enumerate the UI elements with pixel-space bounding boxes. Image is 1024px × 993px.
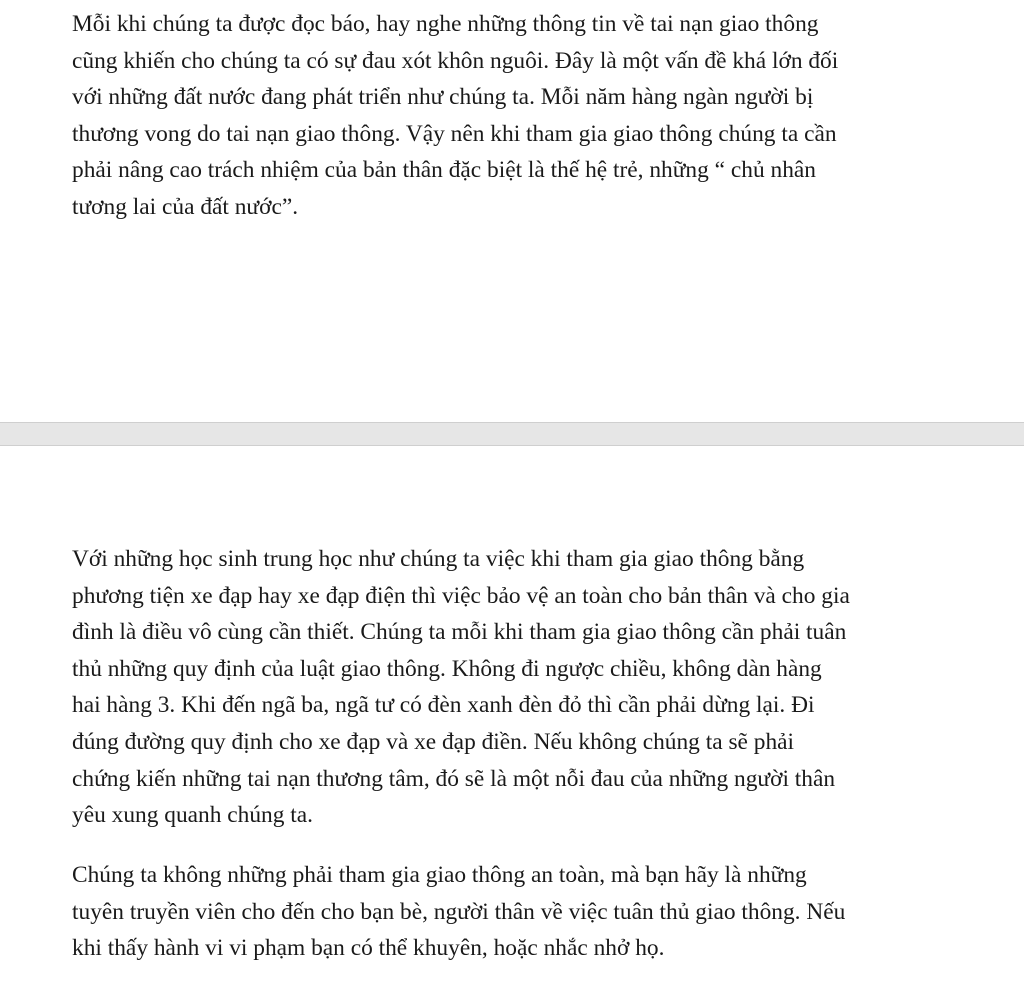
text-line: yêu xung quanh chúng ta.: [72, 802, 313, 829]
text-line: Chúng ta không những phải tham gia giao thông an toàn, mà bạn hãy là những: [72, 862, 807, 888]
text-line: phương tiện xe đạp hay xe đạp điện thì việc bảo vệ an toàn cho bản thân và cho gia: [72, 582, 850, 609]
text-line: hai hàng 3. Khi đến ngã ba, ngã tư có đèn xanh đèn đỏ thì cần phải dừng lại. Đi: [72, 692, 815, 719]
paragraph: [72, 541, 952, 834]
text-line: cũng khiến cho chúng ta có sự đau xót khôn nguôi. Đây là một vấn đề khá lớn đối: [72, 47, 839, 74]
text-line: đúng đường quy định cho xe đạp và xe đạp điền. Nếu không chúng ta sẽ phải: [72, 728, 795, 755]
page-separator: [0, 422, 1024, 446]
text-line: chứng kiến những tai nạn thương tâm, đó sẽ là một nỗi đau của những người thân: [72, 765, 836, 792]
text-line: tương lai của đất nước”.: [72, 193, 299, 220]
text-line: thủ những quy định của luật giao thông. Không đi ngược chiều, không dàn hàng: [72, 655, 822, 682]
text-line: thương vong do tai nạn giao thông. Vậy nên khi tham gia giao thông chúng ta cần: [72, 120, 837, 147]
text-line: đình là điều vô cùng cần thiết. Chúng ta mỗi khi tham gia giao thông cần phải tuân: [72, 619, 847, 646]
text-line: tuyên truyền viên cho đến cho bạn bè, người thân về việc tuân thủ giao thông. Nếu: [72, 898, 846, 925]
text-line: Mỗi khi chúng ta được đọc báo, hay nghe những thông tin về tai nạn giao thông: [72, 11, 819, 37]
document-page: [0, 446, 1024, 993]
text-line: Với những học sinh trung học như chúng ta việc khi tham gia giao thông bằng: [72, 546, 805, 572]
text-line: với những đất nước đang phát triển như chúng ta. Mỗi năm hàng ngàn người bị: [72, 84, 814, 111]
paragraph: [72, 6, 952, 226]
text-line: phải nâng cao trách nhiệm của bản thân đặc biệt là thế hệ trẻ, những “ chủ nhân: [72, 157, 816, 184]
paragraph: [72, 857, 952, 967]
text-line: khi thấy hành vi vi phạm bạn có thể khuyên, hoặc nhắc nhở họ.: [72, 935, 665, 962]
document-page: [0, 0, 1024, 422]
